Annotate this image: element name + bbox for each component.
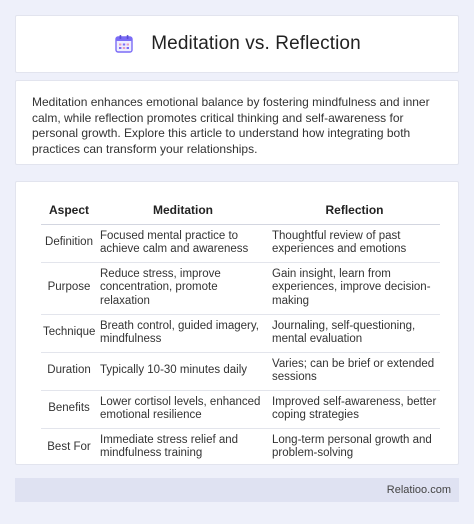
footer-site-name: Relatioo.com <box>386 484 451 496</box>
header-reflection: Reflection <box>269 196 440 224</box>
row-aspect: Technique <box>41 314 97 352</box>
table-row <box>41 262 440 314</box>
calendar-icon <box>113 33 135 55</box>
table-row <box>41 352 440 390</box>
table-row <box>41 314 440 352</box>
table-header-row <box>41 196 440 224</box>
comparison-table <box>41 196 440 466</box>
row-reflection: Improved self-awareness, better coping strategies <box>269 390 440 428</box>
intro-card <box>15 80 459 165</box>
row-reflection: Long-term personal growth and problem-solving <box>272 433 432 460</box>
row-meditation: Focused mental practice to achieve calm and awareness <box>97 224 269 262</box>
row-reflection: Gain insight, learn from experiences, improve decision-making <box>269 262 440 314</box>
footer-bar <box>15 478 459 502</box>
table-row <box>41 428 440 466</box>
header-aspect: Aspect <box>41 196 97 224</box>
row-aspect: Best For <box>47 440 91 453</box>
row-reflection: Thoughtful review of past experiences and emotions <box>269 224 440 262</box>
intro-text: Meditation enhances emotional balance by fostering mindfulness and inner calm, while reflection promotes critical thinking and self-awareness for personal growth. Explore this article to understand how integrating both practices can transform your relationships. <box>32 95 430 156</box>
row-aspect: Duration <box>41 352 97 390</box>
table-row <box>41 390 440 428</box>
table-row <box>41 224 440 262</box>
row-meditation: Breath control, guided imagery, mindfulness <box>97 314 269 352</box>
comparison-table-card <box>15 181 459 465</box>
row-meditation: Immediate stress relief and mindfulness training <box>100 433 239 460</box>
row-aspect: Benefits <box>41 390 97 428</box>
row-meditation: Reduce stress, improve concentration, promote relaxation <box>97 262 269 314</box>
row-aspect: Purpose <box>41 262 97 314</box>
header-meditation: Meditation <box>97 196 269 224</box>
row-aspect: Definition <box>41 224 97 262</box>
row-reflection: Journaling, self-questioning, mental evaluation <box>269 314 440 352</box>
row-meditation: Lower cortisol levels, enhanced emotional resilience <box>97 390 269 428</box>
page-title: Meditation vs. Reflection <box>151 33 361 54</box>
row-reflection: Varies; can be brief or extended sessions <box>269 352 440 390</box>
title-card <box>15 15 459 73</box>
row-meditation: Typically 10-30 minutes daily <box>97 352 269 390</box>
